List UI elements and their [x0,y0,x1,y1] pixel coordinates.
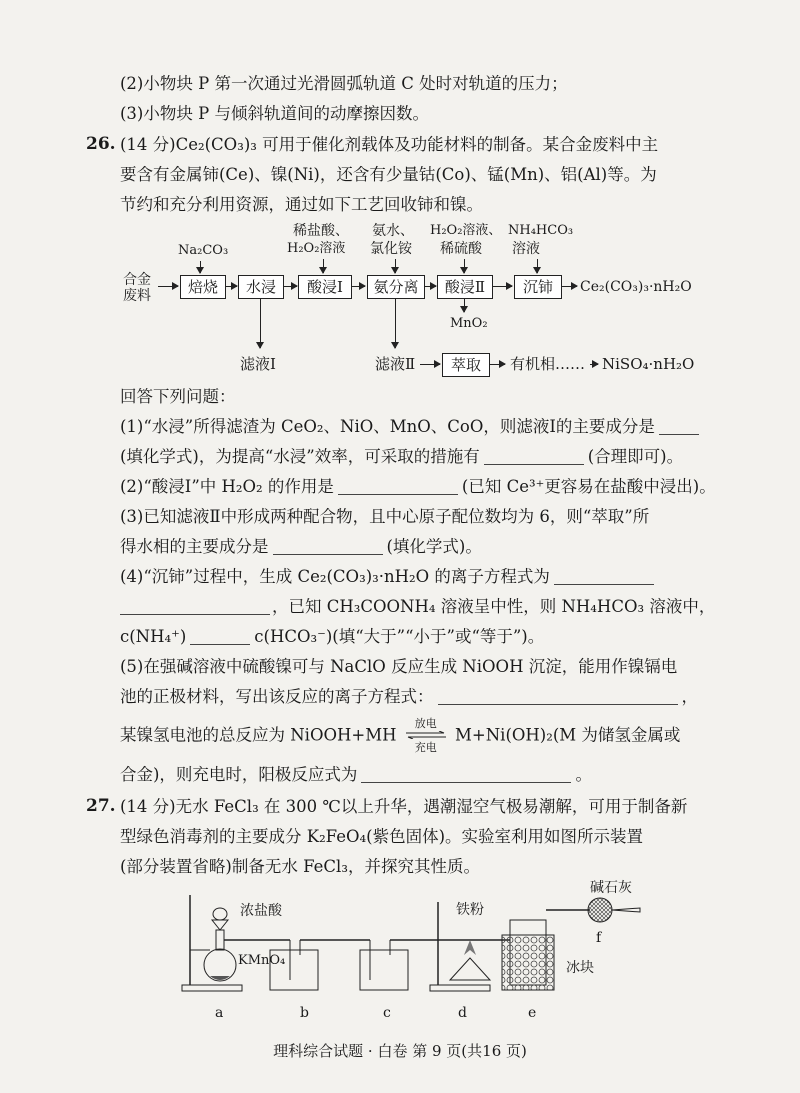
flow-arrow [395,259,396,273]
q26-intro-2: 要含有金属铈(Ce)、镍(Ni)，还含有少量钴(Co)、锰(Mn)、铝(Al)等。为 [120,165,657,184]
q26-intro-1: (14 分)Ce₂(CO₃)₃ 可用于催化剂载体及功能材料的制备。某合金废料中主 [120,135,659,154]
flow-arrow [537,259,538,273]
flow-arrow [225,286,237,287]
apparatus-diagram [170,880,660,1015]
flow-reagent-5a: NH₄HCO₃ [508,223,574,238]
flow-step-ce-precip: 沉铈 [514,275,562,299]
stand-base-d [430,985,490,991]
flow-input: 合金 废料 [123,272,151,304]
flow-step-water-leach: 水浸 [238,275,284,299]
q26-p1-line2: (填化学式)，为提高“水浸”效率，可采取的措施有 (合理即可)。 [120,447,684,466]
q26-number: 26. [86,134,116,154]
q26-p4-line1: (4)“沉铈”过程中，生成 Ce₂(CO₃)₃·nH₂O 的离子方程式为 [120,566,654,588]
flow-arrow [200,261,201,273]
flow-arrow [158,286,178,287]
ice-bath-e [502,935,554,990]
label-ice: 冰块 [566,960,594,976]
flow-arrow [492,286,512,287]
flow-step-ammonia-sep: 氨分离 [367,275,425,299]
dropping-funnel-a [212,920,228,930]
flow-reagent-3b: 氯化铵 [370,241,412,257]
flow-arrow [395,298,396,348]
flow-arrow [561,286,577,287]
label-kmno4: KMnO₄ [238,953,286,968]
tube-f-outlet [612,908,640,912]
flow-reagent-2a: 稀盐酸、 [293,223,349,239]
flow-organic-phase: 有机相…… [510,355,586,373]
q25-part2: (2)小物块 P 第一次通过光滑圆弧轨道 C 处时对轨道的压力； [120,74,568,93]
q26-p2: (2)“酸浸Ⅰ”中 H₂O₂ 的作用是 (已知 Ce³⁺更容易在盐酸中浸出)。 [120,477,716,496]
bottle-c [360,950,408,990]
flow-filtrate-1: 滤液Ⅰ [240,355,276,373]
label-e: e [528,1005,537,1021]
flow-reagent-4a: H₂O₂溶液、 [430,223,502,238]
flow-arrow [283,286,297,287]
q27-number: 27. [86,796,116,816]
q25-part3: (3)小物块 P 与倾斜轨道间的动摩擦因数。 [120,104,429,123]
q26-ask: 回答下列问题： [120,387,236,406]
q27-intro-3: (部分装置省略)制备无水 FeCl₃，并探究其性质。 [120,857,480,876]
flow-reagent-4b: 稀硫酸 [440,241,482,257]
label-b: b [300,1005,309,1021]
flow-arrow [464,259,465,273]
flow-arrow [424,286,436,287]
label-a: a [215,1005,224,1021]
q26-intro-3: 节约和充分利用资源，通过如下工艺回收铈和镍。 [120,195,483,214]
q26-p5-line2: 池的正极材料，写出该反应的离子方程式： ， [120,687,698,706]
label-soda-lime: 碱石灰 [590,880,632,896]
flow-reagent-na2co3: Na₂CO₃ [178,243,229,258]
q26-p4-line2: ，已知 CH₃COONH₄ 溶液呈中性，则 NH₄HCO₃ 溶液中， [120,596,715,618]
flow-reagent-2b: H₂O₂溶液 [287,241,346,256]
label-iron: 铁粉 [456,902,484,918]
flow-arrow [260,298,261,348]
q26-p5-line4: 合金)，则充电时，阳极反应式为 。 [120,765,592,784]
q26-p1-line1: (1)“水浸”所得滤渣为 CeO₂、NiO、MnO、CoO，则滤液Ⅰ的主要成分是 [120,416,699,438]
q26-p4-line3: c(NH₄⁺) c(HCO₃⁻)(填“大于”“小于”或“等于”)。 [120,627,545,646]
page-footer: 理科综合试题 · 白卷 第 9 页(共16 页) [273,1042,527,1060]
q26-p5-line3: 某镍氢电池的总反应为 NiOOH+MH 放电 充电 M+Ni(OH)₂(M 为储氢金属或 [120,717,681,754]
label-d: d [458,1005,467,1021]
label-hcl: 浓盐酸 [240,903,282,919]
flow-arrow [420,364,440,365]
flow-byproduct-mno2: MnO₂ [450,316,488,331]
flow-product-ce: Ce₂(CO₃)₃·nH₂O [580,279,692,295]
burner-d [450,958,490,980]
q27-intro-1: (14 分)无水 FeCl₃ 在 300 ℃以上升华，遇潮湿空气极易潮解，可用于制备新 [120,797,688,816]
label-f: f [596,930,602,946]
flow-step-extract: 萃取 [442,353,490,377]
q27-intro-2: 型绿色消毒剂的主要成分 K₂FeO₄(紫色固体)。实验室利用如图所示装置 [120,827,644,846]
flow-arrow [590,364,598,365]
label-c: c [383,1005,391,1021]
flame-d [464,940,476,955]
flow-step-roast: 焙烧 [180,275,226,299]
drying-tube-f [588,898,612,922]
flow-arrow [489,364,505,365]
q26-p5-line1: (5)在强碱溶液中硫酸镍可与 NaClO 反应生成 NiOOH 沉淀，能用作镍镉电 [120,657,678,676]
flow-product-ni: NiSO₄·nH₂O [602,355,695,373]
q26-p3-line1: (3)已知滤液Ⅱ中形成两种配合物，且中心原子配位数均为 6，则“萃取”所 [120,507,650,526]
flow-filtrate-2: 滤液Ⅱ [375,355,416,373]
reversible-arrow: 放电 充电 [406,718,446,754]
flow-step-acid-leach-1: 酸浸Ⅰ [298,275,352,299]
reversible-arrow-icon [406,731,446,739]
stand-base-a [182,985,242,991]
flow-arrow [464,298,465,312]
funnel-bulb-a [213,908,227,920]
flow-arrow [351,286,365,287]
flask-neck-a [216,930,224,950]
flow-step-acid-leach-2: 酸浸Ⅱ [437,275,493,299]
flow-reagent-3a: 氨水、 [372,223,414,239]
flow-reagent-5b: 溶液 [512,241,540,257]
flow-arrow [323,259,324,273]
q26-p3-line2: 得水相的主要成分是 (填化学式)。 [120,537,482,556]
